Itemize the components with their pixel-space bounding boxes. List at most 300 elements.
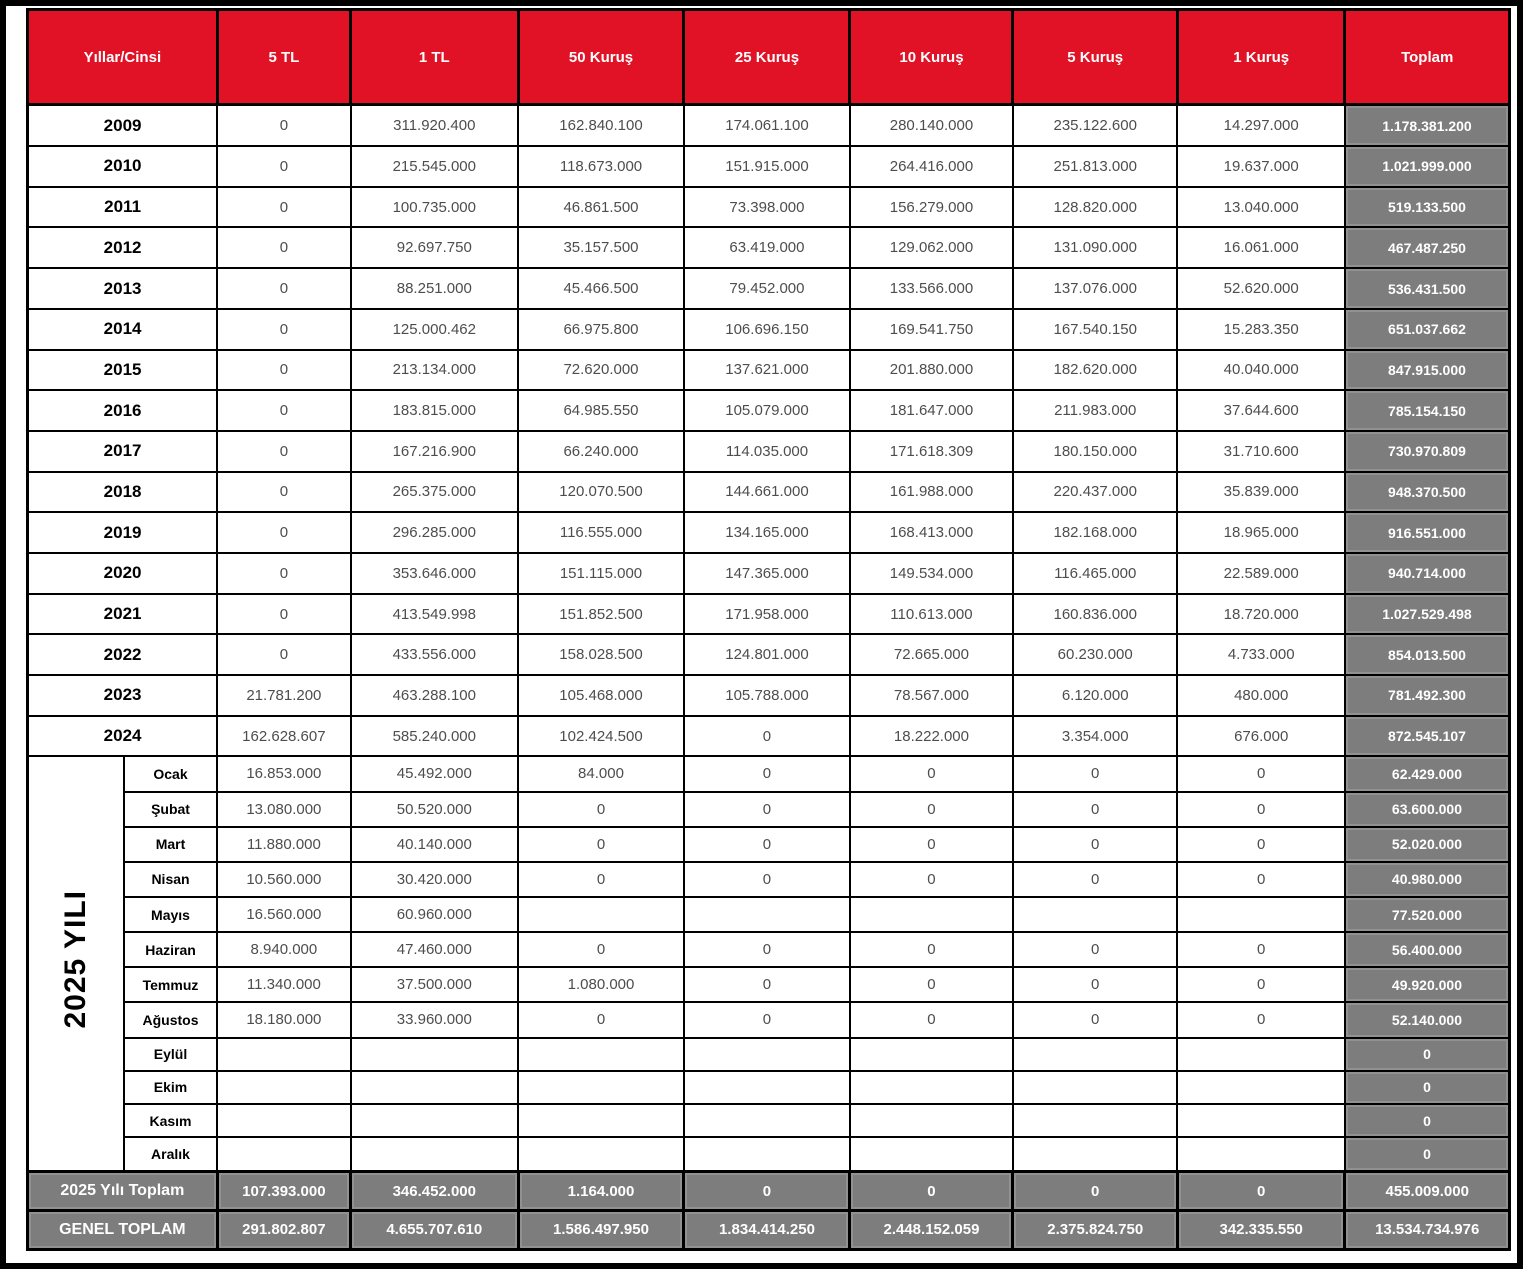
value-cell: 137.076.000 bbox=[1013, 268, 1178, 309]
grand-total-cell: 455.009.000 bbox=[1345, 1172, 1510, 1211]
total-value-cell: 346.452.000 bbox=[351, 1172, 518, 1211]
value-cell: 37.500.000 bbox=[351, 967, 518, 1002]
value-cell: 201.880.000 bbox=[850, 350, 1013, 391]
value-cell: 480.000 bbox=[1177, 675, 1344, 716]
column-header-5kurus: 5 Kuruş bbox=[1013, 10, 1178, 105]
value-cell: 180.150.000 bbox=[1013, 431, 1178, 472]
value-cell: 433.556.000 bbox=[351, 634, 518, 675]
value-cell: 158.028.500 bbox=[518, 634, 684, 675]
value-cell bbox=[518, 1104, 684, 1137]
year-label: 2017 bbox=[28, 431, 218, 472]
value-cell: 84.000 bbox=[518, 756, 684, 791]
month-label: Kasım bbox=[124, 1104, 217, 1137]
total-cell: 56.400.000 bbox=[1345, 932, 1510, 967]
total-value-cell: 0 bbox=[850, 1172, 1013, 1211]
value-cell: 151.915.000 bbox=[684, 146, 850, 187]
value-cell: 18.965.000 bbox=[1177, 512, 1344, 553]
value-cell: 0 bbox=[1013, 862, 1178, 897]
value-cell: 251.813.000 bbox=[1013, 146, 1178, 187]
value-cell: 0 bbox=[1177, 932, 1344, 967]
year-row bbox=[28, 634, 1510, 675]
value-cell: 118.673.000 bbox=[518, 146, 684, 187]
value-cell: 463.288.100 bbox=[351, 675, 518, 716]
total-cell: 536.431.500 bbox=[1345, 268, 1510, 309]
year-label: 2016 bbox=[28, 390, 218, 431]
value-cell bbox=[850, 1038, 1013, 1071]
total-value-cell: 291.802.807 bbox=[217, 1210, 350, 1249]
year-row bbox=[28, 146, 1510, 187]
month-row bbox=[28, 1104, 1510, 1137]
year-label: 2011 bbox=[28, 187, 218, 228]
total-cell: 49.920.000 bbox=[1345, 967, 1510, 1002]
value-cell: 4.733.000 bbox=[1177, 634, 1344, 675]
year-label: 2023 bbox=[28, 675, 218, 716]
value-cell: 10.560.000 bbox=[217, 862, 350, 897]
value-cell: 0 bbox=[1013, 967, 1178, 1002]
value-cell: 0 bbox=[217, 187, 350, 228]
value-cell bbox=[1177, 1071, 1344, 1104]
year-row bbox=[28, 512, 1510, 553]
value-cell: 102.424.500 bbox=[518, 716, 684, 757]
value-cell: 0 bbox=[850, 862, 1013, 897]
value-cell: 52.620.000 bbox=[1177, 268, 1344, 309]
year-row bbox=[28, 187, 1510, 228]
total-cell: 916.551.000 bbox=[1345, 512, 1510, 553]
value-cell: 1.080.000 bbox=[518, 967, 684, 1002]
year-label: 2018 bbox=[28, 472, 218, 513]
value-cell bbox=[684, 1104, 850, 1137]
year-label: 2014 bbox=[28, 309, 218, 350]
total-cell: 52.020.000 bbox=[1345, 827, 1510, 862]
month-row bbox=[28, 1002, 1510, 1037]
month-row bbox=[28, 1038, 1510, 1071]
value-cell: 30.420.000 bbox=[351, 862, 518, 897]
value-cell: 33.960.000 bbox=[351, 1002, 518, 1037]
year-label: 2012 bbox=[28, 227, 218, 268]
value-cell: 66.975.800 bbox=[518, 309, 684, 350]
value-cell: 0 bbox=[217, 268, 350, 309]
year-label: 2010 bbox=[28, 146, 218, 187]
year-row bbox=[28, 227, 1510, 268]
year-label: 2015 bbox=[28, 350, 218, 391]
total-cell: 62.429.000 bbox=[1345, 756, 1510, 791]
total-cell: 854.013.500 bbox=[1345, 634, 1510, 675]
value-cell: 128.820.000 bbox=[1013, 187, 1178, 228]
month-row bbox=[28, 792, 1510, 827]
value-cell: 0 bbox=[850, 932, 1013, 967]
value-cell: 131.090.000 bbox=[1013, 227, 1178, 268]
year-label: 2020 bbox=[28, 553, 218, 594]
month-row bbox=[28, 932, 1510, 967]
value-cell: 0 bbox=[684, 862, 850, 897]
value-cell bbox=[217, 1071, 350, 1104]
value-cell: 162.840.100 bbox=[518, 105, 684, 147]
month-row bbox=[28, 756, 1510, 791]
total-cell: 651.037.662 bbox=[1345, 309, 1510, 350]
value-cell bbox=[684, 1071, 850, 1104]
value-cell: 160.836.000 bbox=[1013, 594, 1178, 635]
value-cell: 181.647.000 bbox=[850, 390, 1013, 431]
value-cell: 0 bbox=[1013, 1002, 1178, 1037]
year-row bbox=[28, 553, 1510, 594]
coin-mintage-table-wrap bbox=[26, 8, 1511, 1251]
year-row bbox=[28, 268, 1510, 309]
value-cell: 0 bbox=[1013, 932, 1178, 967]
value-cell: 151.852.500 bbox=[518, 594, 684, 635]
month-row bbox=[28, 1137, 1510, 1171]
total-cell: 781.492.300 bbox=[1345, 675, 1510, 716]
month-row bbox=[28, 827, 1510, 862]
value-cell: 0 bbox=[1013, 756, 1178, 791]
value-cell: 133.566.000 bbox=[850, 268, 1013, 309]
value-cell: 169.541.750 bbox=[850, 309, 1013, 350]
value-cell: 0 bbox=[217, 309, 350, 350]
month-label: Ocak bbox=[124, 756, 217, 791]
value-cell: 18.222.000 bbox=[850, 716, 1013, 757]
value-cell: 114.035.000 bbox=[684, 431, 850, 472]
total-2025-row bbox=[28, 1172, 1510, 1211]
value-cell: 8.940.000 bbox=[217, 932, 350, 967]
value-cell bbox=[217, 1137, 350, 1171]
value-cell: 0 bbox=[217, 350, 350, 391]
total-cell: 785.154.150 bbox=[1345, 390, 1510, 431]
total-cell: 940.714.000 bbox=[1345, 553, 1510, 594]
value-cell: 0 bbox=[1177, 792, 1344, 827]
value-cell bbox=[351, 1038, 518, 1071]
total-cell: 1.021.999.000 bbox=[1345, 146, 1510, 187]
value-cell: 0 bbox=[850, 756, 1013, 791]
value-cell: 18.180.000 bbox=[217, 1002, 350, 1037]
value-cell: 174.061.100 bbox=[684, 105, 850, 147]
value-cell: 50.520.000 bbox=[351, 792, 518, 827]
total-value-cell: 4.655.707.610 bbox=[351, 1210, 518, 1249]
total-cell: 1.178.381.200 bbox=[1345, 105, 1510, 147]
value-cell bbox=[1013, 897, 1178, 932]
value-cell: 0 bbox=[518, 827, 684, 862]
year-row bbox=[28, 309, 1510, 350]
value-cell: 16.560.000 bbox=[217, 897, 350, 932]
value-cell: 0 bbox=[1177, 967, 1344, 1002]
total-cell: 52.140.000 bbox=[1345, 1002, 1510, 1037]
total-cell: 0 bbox=[1345, 1137, 1510, 1171]
year-label: 2021 bbox=[28, 594, 218, 635]
year-row bbox=[28, 431, 1510, 472]
value-cell bbox=[850, 897, 1013, 932]
value-cell: 14.297.000 bbox=[1177, 105, 1344, 147]
value-cell: 211.983.000 bbox=[1013, 390, 1178, 431]
value-cell: 60.960.000 bbox=[351, 897, 518, 932]
column-header-50kurus: 50 Kuruş bbox=[518, 10, 684, 105]
year-label: 2013 bbox=[28, 268, 218, 309]
value-cell: 162.628.607 bbox=[217, 716, 350, 757]
value-cell: 124.801.000 bbox=[684, 634, 850, 675]
column-header-5tl: 5 TL bbox=[217, 10, 350, 105]
year-label: 2022 bbox=[28, 634, 218, 675]
value-cell: 16.853.000 bbox=[217, 756, 350, 791]
value-cell: 105.788.000 bbox=[684, 675, 850, 716]
month-row bbox=[28, 897, 1510, 932]
value-cell: 40.040.000 bbox=[1177, 350, 1344, 391]
total-cell: 519.133.500 bbox=[1345, 187, 1510, 228]
value-cell: 171.618.309 bbox=[850, 431, 1013, 472]
total-cell: 467.487.250 bbox=[1345, 227, 1510, 268]
total-cell: 872.545.107 bbox=[1345, 716, 1510, 757]
total-cell: 63.600.000 bbox=[1345, 792, 1510, 827]
value-cell: 0 bbox=[684, 1002, 850, 1037]
total-value-cell: 2.448.152.059 bbox=[850, 1210, 1013, 1249]
value-cell bbox=[518, 1038, 684, 1071]
year-label: 2009 bbox=[28, 105, 218, 147]
value-cell bbox=[351, 1071, 518, 1104]
value-cell: 0 bbox=[217, 431, 350, 472]
value-cell: 0 bbox=[518, 862, 684, 897]
month-label: Temmuz bbox=[124, 967, 217, 1002]
value-cell: 106.696.150 bbox=[684, 309, 850, 350]
value-cell bbox=[1177, 1137, 1344, 1171]
grand-total-label: GENEL TOPLAM bbox=[28, 1210, 218, 1249]
value-cell: 0 bbox=[684, 827, 850, 862]
value-cell: 0 bbox=[217, 634, 350, 675]
value-cell: 40.140.000 bbox=[351, 827, 518, 862]
value-cell: 265.375.000 bbox=[351, 472, 518, 513]
grand-total-cell: 13.534.734.976 bbox=[1345, 1210, 1510, 1249]
value-cell: 21.781.200 bbox=[217, 675, 350, 716]
total-value-cell: 1.586.497.950 bbox=[518, 1210, 684, 1249]
value-cell: 35.157.500 bbox=[518, 227, 684, 268]
month-label: Ekim bbox=[124, 1071, 217, 1104]
value-cell: 129.062.000 bbox=[850, 227, 1013, 268]
value-cell: 63.419.000 bbox=[684, 227, 850, 268]
total-cell: 77.520.000 bbox=[1345, 897, 1510, 932]
table-header-row bbox=[28, 10, 1510, 105]
value-cell: 64.985.550 bbox=[518, 390, 684, 431]
value-cell bbox=[351, 1104, 518, 1137]
value-cell: 0 bbox=[518, 792, 684, 827]
total-cell: 1.027.529.498 bbox=[1345, 594, 1510, 635]
month-row bbox=[28, 862, 1510, 897]
month-row bbox=[28, 1071, 1510, 1104]
total-cell: 0 bbox=[1345, 1104, 1510, 1137]
value-cell: 151.115.000 bbox=[518, 553, 684, 594]
value-cell: 120.070.500 bbox=[518, 472, 684, 513]
total-cell: 40.980.000 bbox=[1345, 862, 1510, 897]
value-cell: 0 bbox=[217, 553, 350, 594]
value-cell: 0 bbox=[684, 932, 850, 967]
total-cell: 730.970.809 bbox=[1345, 431, 1510, 472]
value-cell: 13.080.000 bbox=[217, 792, 350, 827]
group-2025-label-text: 2025 YILI bbox=[58, 890, 92, 1030]
value-cell: 0 bbox=[850, 792, 1013, 827]
month-label: Haziran bbox=[124, 932, 217, 967]
total-cell: 0 bbox=[1345, 1071, 1510, 1104]
value-cell: 92.697.750 bbox=[351, 227, 518, 268]
total-cell: 948.370.500 bbox=[1345, 472, 1510, 513]
value-cell: 137.621.000 bbox=[684, 350, 850, 391]
value-cell: 22.589.000 bbox=[1177, 553, 1344, 594]
value-cell: 264.416.000 bbox=[850, 146, 1013, 187]
value-cell: 0 bbox=[1177, 756, 1344, 791]
total-value-cell: 0 bbox=[1013, 1172, 1178, 1211]
value-cell: 88.251.000 bbox=[351, 268, 518, 309]
total-value-cell: 2.375.824.750 bbox=[1013, 1210, 1178, 1249]
total-value-cell: 0 bbox=[1177, 1172, 1344, 1211]
value-cell: 156.279.000 bbox=[850, 187, 1013, 228]
value-cell: 0 bbox=[217, 105, 350, 147]
value-cell: 0 bbox=[217, 227, 350, 268]
value-cell: 46.861.500 bbox=[518, 187, 684, 228]
total-value-cell: 107.393.000 bbox=[217, 1172, 350, 1211]
value-cell bbox=[684, 1137, 850, 1171]
month-label: Eylül bbox=[124, 1038, 217, 1071]
value-cell: 0 bbox=[684, 792, 850, 827]
value-cell: 0 bbox=[1177, 1002, 1344, 1037]
value-cell: 134.165.000 bbox=[684, 512, 850, 553]
value-cell: 47.460.000 bbox=[351, 932, 518, 967]
value-cell bbox=[1013, 1137, 1178, 1171]
value-cell: 167.540.150 bbox=[1013, 309, 1178, 350]
grand-total-row bbox=[28, 1210, 1510, 1249]
value-cell: 13.040.000 bbox=[1177, 187, 1344, 228]
value-cell: 353.646.000 bbox=[351, 553, 518, 594]
value-cell: 413.549.998 bbox=[351, 594, 518, 635]
value-cell: 3.354.000 bbox=[1013, 716, 1178, 757]
value-cell: 116.465.000 bbox=[1013, 553, 1178, 594]
value-cell: 0 bbox=[684, 716, 850, 757]
value-cell: 235.122.600 bbox=[1013, 105, 1178, 147]
value-cell: 0 bbox=[217, 594, 350, 635]
month-label: Nisan bbox=[124, 862, 217, 897]
value-cell: 311.920.400 bbox=[351, 105, 518, 147]
value-cell: 168.413.000 bbox=[850, 512, 1013, 553]
value-cell: 16.061.000 bbox=[1177, 227, 1344, 268]
month-label: Aralık bbox=[124, 1137, 217, 1171]
value-cell: 0 bbox=[1177, 827, 1344, 862]
value-cell bbox=[217, 1038, 350, 1071]
value-cell: 0 bbox=[684, 756, 850, 791]
value-cell: 0 bbox=[518, 1002, 684, 1037]
column-header-1kurus: 1 Kuruş bbox=[1177, 10, 1344, 105]
value-cell: 296.285.000 bbox=[351, 512, 518, 553]
value-cell: 6.120.000 bbox=[1013, 675, 1178, 716]
value-cell: 147.365.000 bbox=[684, 553, 850, 594]
value-cell: 110.613.000 bbox=[850, 594, 1013, 635]
value-cell: 0 bbox=[518, 932, 684, 967]
month-label: Mayıs bbox=[124, 897, 217, 932]
column-header-yillar-cinsi: Yıllar/Cinsi bbox=[28, 10, 218, 105]
value-cell: 37.644.600 bbox=[1177, 390, 1344, 431]
value-cell bbox=[518, 1137, 684, 1171]
value-cell: 66.240.000 bbox=[518, 431, 684, 472]
year-row bbox=[28, 350, 1510, 391]
value-cell: 161.988.000 bbox=[850, 472, 1013, 513]
value-cell bbox=[850, 1137, 1013, 1171]
value-cell: 171.958.000 bbox=[684, 594, 850, 635]
value-cell: 0 bbox=[1177, 862, 1344, 897]
value-cell: 220.437.000 bbox=[1013, 472, 1178, 513]
value-cell bbox=[684, 897, 850, 932]
value-cell: 35.839.000 bbox=[1177, 472, 1344, 513]
value-cell: 19.637.000 bbox=[1177, 146, 1344, 187]
value-cell bbox=[1177, 897, 1344, 932]
year-row bbox=[28, 105, 1510, 147]
value-cell: 0 bbox=[684, 967, 850, 1002]
value-cell: 45.492.000 bbox=[351, 756, 518, 791]
value-cell: 11.340.000 bbox=[217, 967, 350, 1002]
value-cell bbox=[518, 897, 684, 932]
value-cell: 11.880.000 bbox=[217, 827, 350, 862]
value-cell bbox=[1013, 1104, 1178, 1137]
value-cell bbox=[850, 1071, 1013, 1104]
value-cell: 105.079.000 bbox=[684, 390, 850, 431]
column-header-25kurus: 25 Kuruş bbox=[684, 10, 850, 105]
value-cell bbox=[850, 1104, 1013, 1137]
value-cell: 15.283.350 bbox=[1177, 309, 1344, 350]
year-row bbox=[28, 472, 1510, 513]
total-cell: 0 bbox=[1345, 1038, 1510, 1071]
value-cell: 72.620.000 bbox=[518, 350, 684, 391]
month-row bbox=[28, 967, 1510, 1002]
value-cell: 0 bbox=[1013, 827, 1178, 862]
value-cell: 79.452.000 bbox=[684, 268, 850, 309]
value-cell: 18.720.000 bbox=[1177, 594, 1344, 635]
value-cell: 676.000 bbox=[1177, 716, 1344, 757]
total-value-cell: 342.335.550 bbox=[1177, 1210, 1344, 1249]
year-row bbox=[28, 594, 1510, 635]
value-cell: 0 bbox=[850, 1002, 1013, 1037]
value-cell: 149.534.000 bbox=[850, 553, 1013, 594]
coin-table-body bbox=[28, 105, 1510, 1250]
value-cell bbox=[1013, 1038, 1178, 1071]
value-cell: 280.140.000 bbox=[850, 105, 1013, 147]
group-2025-label bbox=[28, 756, 124, 1171]
value-cell: 585.240.000 bbox=[351, 716, 518, 757]
value-cell: 182.168.000 bbox=[1013, 512, 1178, 553]
coin-mintage-table bbox=[26, 8, 1511, 1251]
year-label: 2019 bbox=[28, 512, 218, 553]
total-value-cell: 1.834.414.250 bbox=[684, 1210, 850, 1249]
value-cell: 73.398.000 bbox=[684, 187, 850, 228]
value-cell: 100.735.000 bbox=[351, 187, 518, 228]
value-cell bbox=[1013, 1071, 1178, 1104]
total-2025-label: 2025 Yılı Toplam bbox=[28, 1172, 218, 1211]
value-cell: 182.620.000 bbox=[1013, 350, 1178, 391]
value-cell: 0 bbox=[217, 472, 350, 513]
value-cell: 0 bbox=[217, 146, 350, 187]
value-cell: 72.665.000 bbox=[850, 634, 1013, 675]
value-cell: 45.466.500 bbox=[518, 268, 684, 309]
column-header-1tl: 1 TL bbox=[351, 10, 518, 105]
value-cell: 60.230.000 bbox=[1013, 634, 1178, 675]
value-cell: 144.661.000 bbox=[684, 472, 850, 513]
total-value-cell: 0 bbox=[684, 1172, 850, 1211]
value-cell: 116.555.000 bbox=[518, 512, 684, 553]
value-cell: 183.815.000 bbox=[351, 390, 518, 431]
value-cell: 213.134.000 bbox=[351, 350, 518, 391]
year-row bbox=[28, 675, 1510, 716]
value-cell bbox=[217, 1104, 350, 1137]
value-cell: 125.000.462 bbox=[351, 309, 518, 350]
value-cell: 215.545.000 bbox=[351, 146, 518, 187]
value-cell bbox=[1177, 1038, 1344, 1071]
value-cell: 0 bbox=[217, 512, 350, 553]
column-header-toplam: Toplam bbox=[1345, 10, 1510, 105]
value-cell bbox=[684, 1038, 850, 1071]
month-label: Mart bbox=[124, 827, 217, 862]
month-label: Şubat bbox=[124, 792, 217, 827]
value-cell bbox=[1177, 1104, 1344, 1137]
year-row bbox=[28, 390, 1510, 431]
column-header-10kurus: 10 Kuruş bbox=[850, 10, 1013, 105]
